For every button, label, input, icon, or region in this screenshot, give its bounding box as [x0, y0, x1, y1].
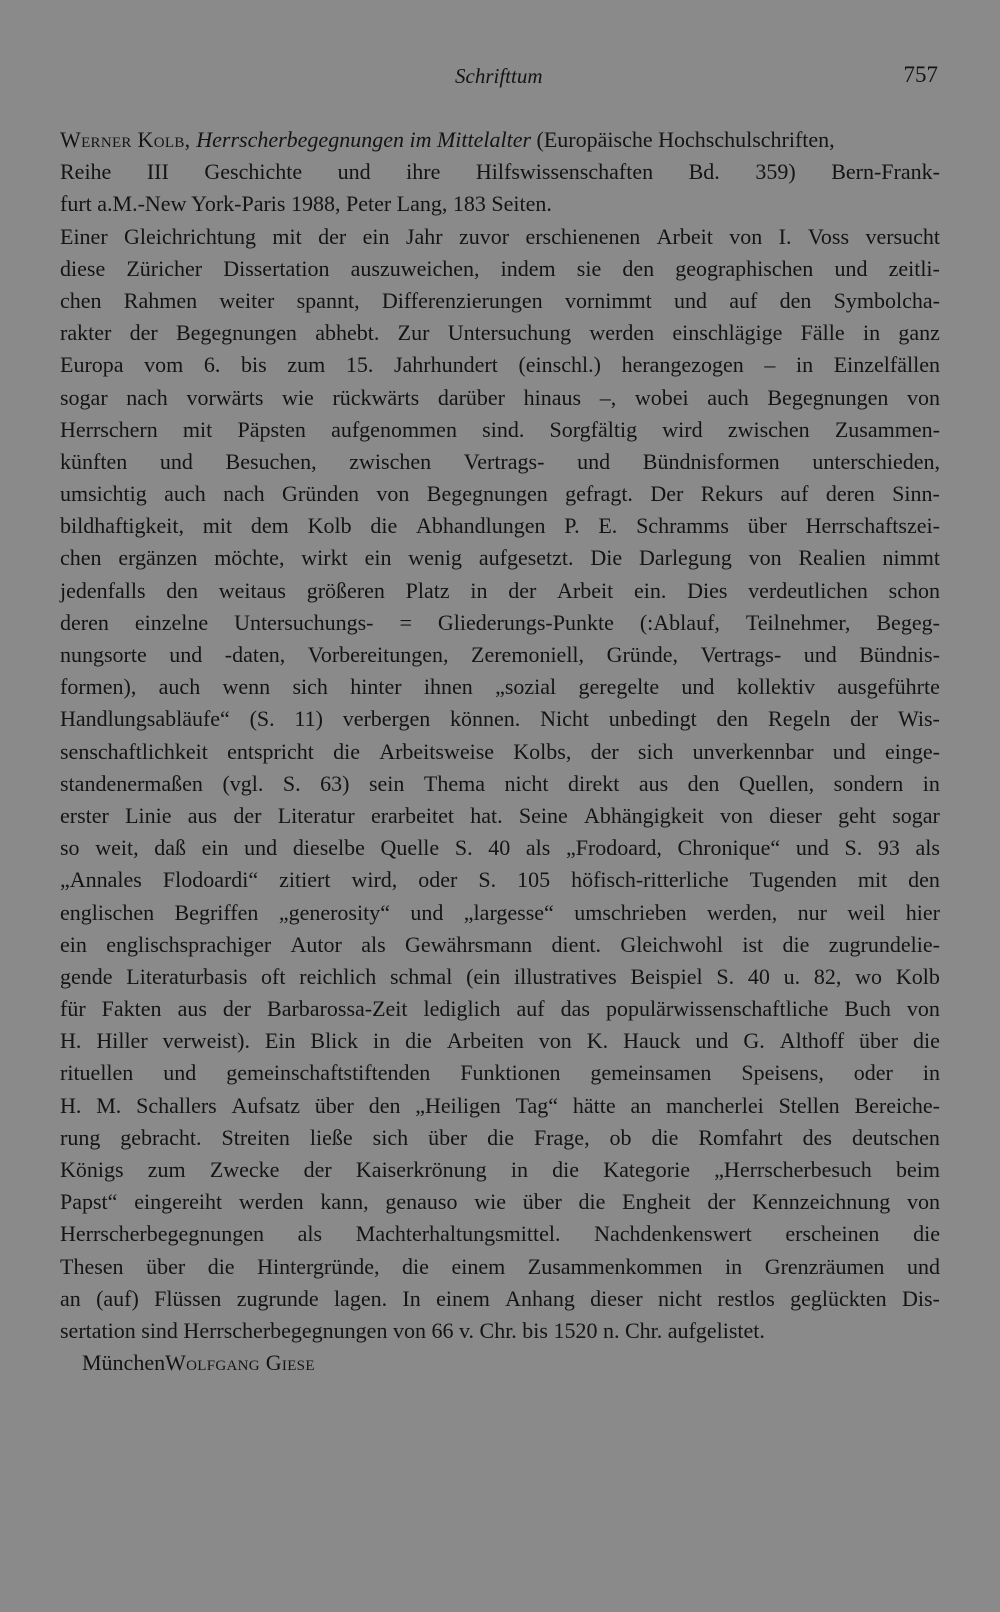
- body-line: Königs zum Zwecke der Kaiserkrönung in die Kategorie „Herrscherbesuch beim: [60, 1157, 940, 1182]
- body-line: nungsorte und -daten, Vorbereitungen, Zeremoniell, Gründe, Vertrags- und Bündnis-: [60, 642, 940, 667]
- page-number: 757: [903, 62, 938, 87]
- body-line: jedenfalls den weitaus größeren Platz in der Arbeit ein. Dies verdeutlichen schon: [60, 577, 940, 603]
- body-line: Papst“ eingereiht werden kann, genauso wie über die Engheit der Kennzeichnung von: [60, 1189, 940, 1215]
- page-header: [0, 58, 1000, 90]
- body-line: rakter der Begegnungen abhebt. Zur Untersuchung werden einschlägige Fälle in ganz: [60, 320, 940, 346]
- body-line: an (auf) Flüssen zugrunde lagen. In einem Anhang dieser nicht restlos geglückten Dis-: [60, 1285, 940, 1311]
- body-line: künften und Besuchen, zwischen Vertrags- und Bündnisformen unterschieden,: [60, 448, 940, 474]
- body-line: rituellen und gemeinschaftstiftenden Funktionen gemeinsamen Speisens, oder in: [60, 1060, 940, 1086]
- body-line: Europa vom 6. bis zum 15. Jahrhundert (einschl.) herangezogen – in Einzelfällen: [60, 352, 940, 378]
- signature: [60, 1347, 940, 1379]
- citation-line: [60, 124, 940, 156]
- body-line: Handlungsabläufe“ (S. 11) verbergen können. Nicht unbedingt den Regeln der Wis-: [60, 706, 940, 732]
- body-line: ein englischsprachiger Autor als Gewährsmann dient. Gleichwohl ist die zugrundelie-: [60, 931, 940, 957]
- body-line: Herrscherbegegnungen als Machterhaltungsmittel. Nachdenkenswert erscheinen die: [60, 1221, 940, 1247]
- body-line: bildhaftigkeit, mit dem Kolb die Abhandlungen P. E. Schramms über Herrschaftszei-: [60, 513, 940, 539]
- signature-place: München: [82, 1350, 166, 1376]
- running-title: Schrifttum: [455, 64, 543, 88]
- body-line: gende Literaturbasis oft reichlich schmal (ein illustratives Beispiel S. 40 u. 82, wo Kolb: [60, 963, 940, 989]
- body-line: diese Züricher Dissertation auszuweichen, indem sie den geographischen und zeitli-: [60, 255, 940, 281]
- citation-line: Reihe III Geschichte und ihre Hilfswissenschaften Bd. 359) Bern-Frank-: [60, 159, 940, 185]
- book-review: [60, 124, 940, 1379]
- body-line: H. M. Schallers Aufsatz über den „Heiligen Tag“ hätte an mancherlei Stellen Bereiche-: [60, 1092, 940, 1118]
- body-line: Thesen über die Hintergründe, die einem Zusammenkommen in Grenzräumen und: [60, 1253, 940, 1279]
- body-line: erster Linie aus der Literatur erarbeitet hat. Seine Abhängigkeit von dieser geht sogar: [60, 802, 940, 828]
- reviewed-author: Werner Kolb,: [60, 127, 197, 152]
- body-line: sogar nach vorwärts wie rückwärts darüber hinaus –, wobei auch Begegnungen von: [60, 384, 940, 410]
- body-line: chen Rahmen weiter spannt, Differenzierungen vornimmt und auf den Symbolcha-: [60, 287, 940, 313]
- body-line: sertation sind Herrscherbegegnungen von 66 v. Chr. bis 1520 n. Chr. aufgelistet.: [60, 1317, 765, 1343]
- body-line: senschaftlichkeit entspricht die Arbeitsweise Kolbs, der sich unverkennbar und einge-: [60, 738, 940, 764]
- body-line: formen), auch wenn sich hinter ihnen „sozial geregelte und kollektiv ausgeführte: [60, 674, 940, 700]
- series-info: (Europäische Hochschulschriften,: [531, 127, 835, 152]
- body-line: Herrschern mit Päpsten aufgenommen sind. Sorgfältig wird zwischen Zusammen-: [60, 416, 940, 442]
- reviewer-name: Wolfgang Giese: [165, 1350, 315, 1376]
- body-line: für Fakten aus der Barbarossa-Zeit lediglich auf das populärwissenschaftliche Buch von: [60, 996, 940, 1022]
- body-line: englischen Begriffen „generosity“ und „largesse“ umschrieben werden, nur weil hier: [60, 899, 940, 925]
- body-line: H. Hiller verweist). Ein Blick in die Arbeiten von K. Hauck und G. Althoff über die: [60, 1028, 940, 1054]
- reviewed-title: Herrscherbegegnungen im Mittelalter: [196, 127, 532, 152]
- body-line: Einer Gleichrichtung mit der ein Jahr zuvor erschienenen Arbeit von I. Voss versucht: [60, 223, 940, 249]
- body-line: chen ergänzen möchte, wirkt ein wenig aufgesetzt. Die Darlegung von Realien nimmt: [60, 545, 940, 571]
- body-line: umsichtig auch nach Gründen von Begegnungen gefragt. Der Rekurs auf deren Sinn-: [60, 481, 940, 507]
- body-line: „Annales Flodoardi“ zitiert wird, oder S. 105 höfisch-ritterliche Tugenden mit den: [60, 867, 940, 893]
- citation-line: furt a.M.-New York-Paris 1988, Peter Lang, 183 Seiten.: [60, 191, 552, 217]
- body-line: rung gebracht. Streiten ließe sich über die Frage, ob die Romfahrt des deutschen: [60, 1124, 940, 1150]
- body-line: so weit, daß ein und dieselbe Quelle S. 40 als „Frodoard, Chronique“ und S. 93 als: [60, 835, 940, 861]
- body-line: standenermaßen (vgl. S. 63) sein Thema nicht direkt aus den Quellen, sondern in: [60, 770, 940, 796]
- body-line: deren einzelne Untersuchungs- = Gliederungs-Punkte (:Ablauf, Teilnehmer, Begeg-: [60, 609, 940, 635]
